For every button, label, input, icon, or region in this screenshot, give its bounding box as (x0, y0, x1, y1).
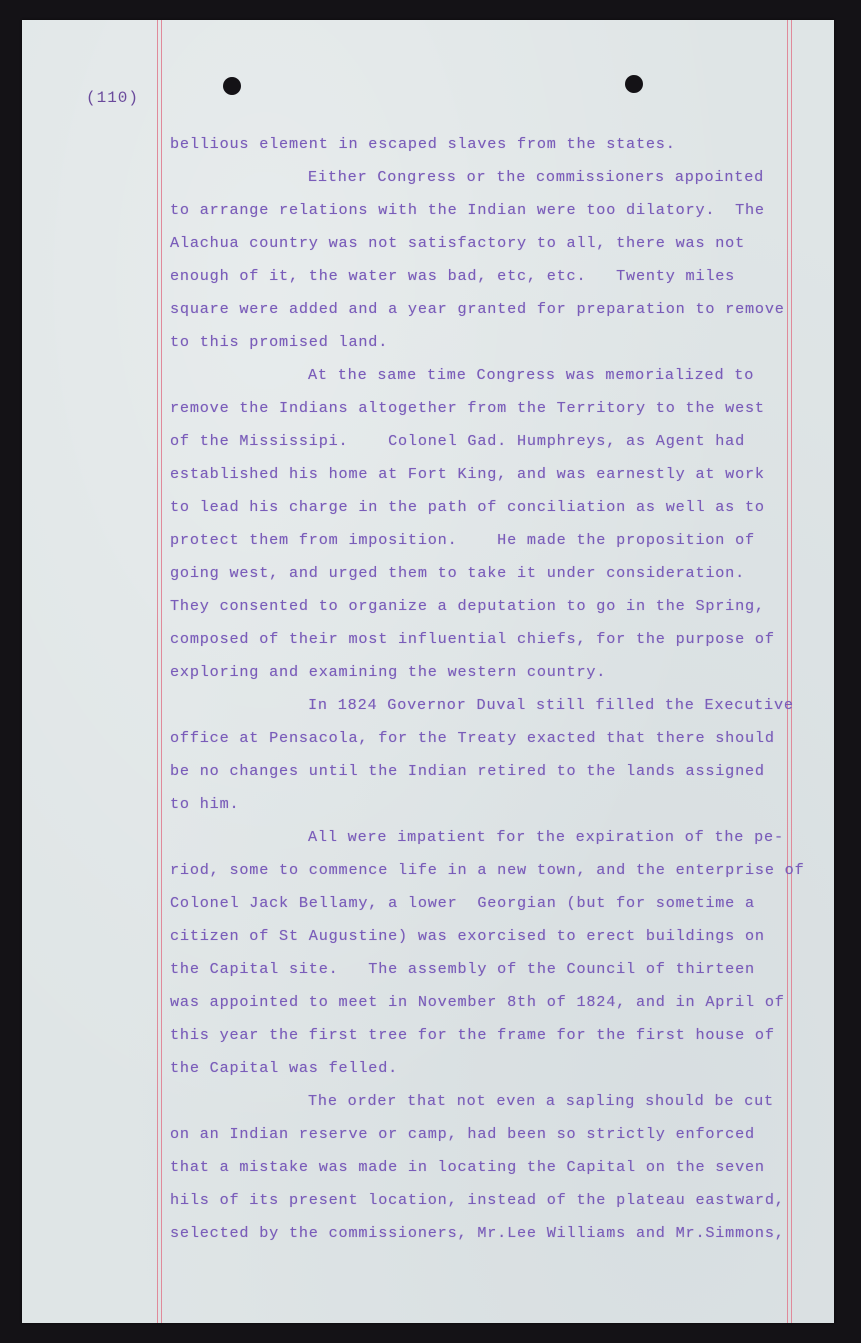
text-line: riod, some to commence life in a new town, and the enterprise of (170, 861, 805, 879)
text-line: established his home at Fort King, and was earnestly at work (170, 465, 765, 483)
text-line: hils of its present location, instead of the plateau eastward, (170, 1191, 785, 1209)
text-line: Either Congress or the commissioners appointed (308, 168, 765, 186)
left-margin-rule-outer (157, 20, 158, 1323)
text-line: enough of it, the water was bad, etc, etc. Twenty miles (170, 267, 736, 285)
text-line: of the Mississipi. Colonel Gad. Humphreys, as Agent had (170, 432, 746, 450)
text-line: to this promised land. (170, 333, 389, 351)
typed-text-body (170, 128, 810, 1250)
text-line: bellious element in escaped slaves from the states. (170, 135, 676, 153)
text-line: Colonel Jack Bellamy, a lower Georgian (but for sometime a (170, 894, 755, 912)
text-line: the Capital site. The assembly of the Council of thirteen (170, 960, 755, 978)
punch-hole-right (625, 75, 643, 93)
page-number: (110) (86, 89, 140, 107)
text-line: At the same time Congress was memorialized to (308, 366, 755, 384)
text-line: to lead his charge in the path of conciliation as well as to (170, 498, 765, 516)
text-line: citizen of St Augustine) was exorcised to erect buildings on (170, 927, 765, 945)
text-line: going west, and urged them to take it under consideration. (170, 564, 746, 582)
text-line: Alachua country was not satisfactory to all, there was not (170, 234, 746, 252)
text-line: to arrange relations with the Indian were too dilatory. The (170, 201, 765, 219)
text-line: composed of their most influential chiefs, for the purpose of (170, 630, 775, 648)
text-line: on an Indian reserve or camp, had been so strictly enforced (170, 1125, 755, 1143)
text-line: be no changes until the Indian retired to the lands assigned (170, 762, 765, 780)
text-line: this year the first tree for the frame for the first house of (170, 1026, 775, 1044)
text-line: to him. (170, 795, 240, 813)
text-line: They consented to organize a deputation to go in the Spring, (170, 597, 765, 615)
text-line: office at Pensacola, for the Treaty exacted that there should (170, 729, 775, 747)
text-line: All were impatient for the expiration of the pe- (308, 828, 784, 846)
text-line: the Capital was felled. (170, 1059, 399, 1077)
text-line: that a mistake was made in locating the Capital on the seven (170, 1158, 765, 1176)
text-line: In 1824 Governor Duval still filled the Executive (308, 696, 794, 714)
text-line: exploring and examining the western country. (170, 663, 607, 681)
text-line: square were added and a year granted for preparation to remove (170, 300, 785, 318)
text-line: remove the Indians altogether from the Territory to the west (170, 399, 765, 417)
manuscript-page (22, 20, 834, 1323)
text-line: was appointed to meet in November 8th of 1824, and in April of (170, 993, 785, 1011)
left-margin-rule-inner (161, 20, 162, 1323)
text-line: selected by the commissioners, Mr.Lee Williams and Mr.Simmons, (170, 1224, 785, 1242)
punch-hole-left (223, 77, 241, 95)
text-line: The order that not even a sapling should be cut (308, 1092, 774, 1110)
text-line: protect them from imposition. He made the proposition of (170, 531, 755, 549)
